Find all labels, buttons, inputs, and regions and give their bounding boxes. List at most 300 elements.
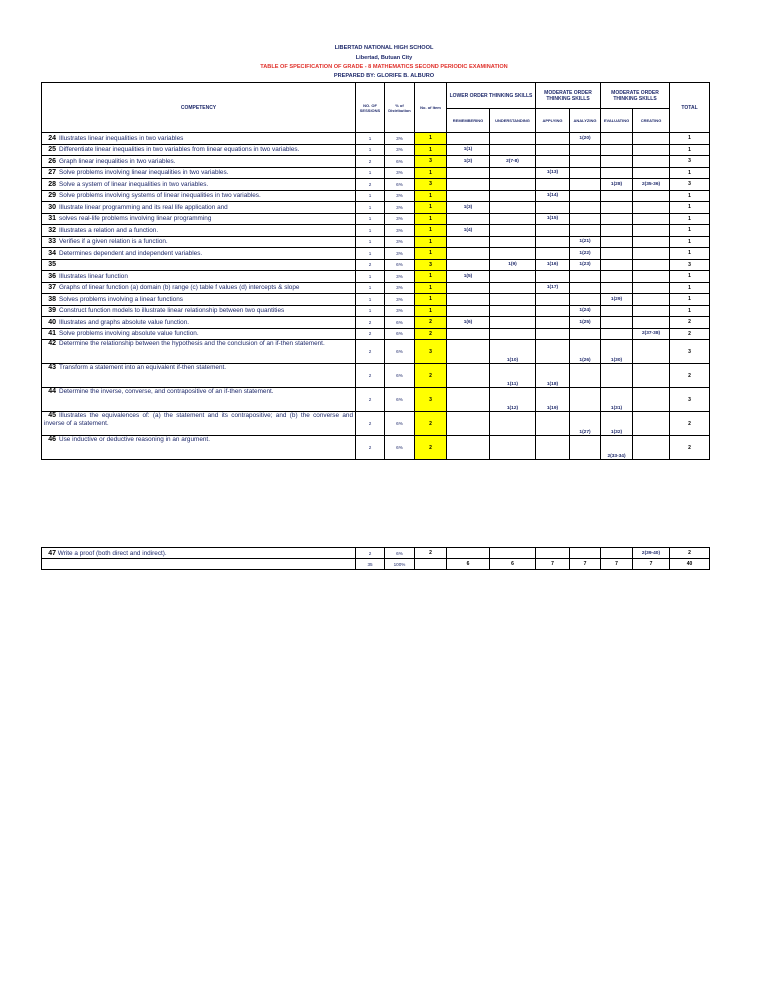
analyzing-cell: 1(26) <box>570 340 601 364</box>
competency-text: Use inductive or deductive reasoning in an argument. <box>59 436 210 443</box>
competency-header: COMPETENCY <box>42 83 356 133</box>
understanding-cell: 2(7-8) <box>490 156 536 168</box>
creating-cell <box>633 236 670 248</box>
understanding-cell <box>490 317 536 329</box>
competency-text: Graph linear inequalities in two variables. <box>59 157 176 165</box>
remembering-cell <box>447 248 490 260</box>
competency-number: 32 <box>48 226 56 234</box>
analyzing-cell: 1(21) <box>570 236 601 248</box>
items-cell: 3 <box>415 156 447 168</box>
applying-cell <box>536 340 570 364</box>
total-cell: 1 <box>670 213 710 225</box>
understanding-cell <box>490 190 536 202</box>
school-name: LIBERTAD NATIONAL HIGH SCHOOL <box>334 45 434 51</box>
competency-number: 35 <box>48 261 56 269</box>
items-cell: 1 <box>415 282 447 294</box>
items-cell: 2 <box>415 436 447 460</box>
applying-cell <box>536 248 570 260</box>
analyzing-cell <box>570 202 601 214</box>
competency-number: 30 <box>48 203 56 211</box>
remembering-cell <box>447 190 490 202</box>
sessions-cell: 2 <box>356 179 385 191</box>
applying-cell: 1(13) <box>536 167 570 179</box>
table-row <box>42 548 710 559</box>
evaluating-cell: 1(32) <box>601 412 633 436</box>
items-cell: 3 <box>415 388 447 412</box>
applying-cell <box>536 156 570 168</box>
evaluating-cell: 1(31) <box>601 388 633 412</box>
evaluating-cell <box>601 305 633 317</box>
competency-cell <box>42 259 356 271</box>
total-cell: 1 <box>670 225 710 237</box>
competency-cell <box>42 133 356 145</box>
creating-cell <box>633 167 670 179</box>
total-cell: 2 <box>670 436 710 460</box>
items-cell: 1 <box>415 271 447 283</box>
distribution-cell: 3% <box>385 305 415 317</box>
total-cell: 2 <box>670 317 710 329</box>
analyzing-cell <box>570 225 601 237</box>
total-header: TOTAL <box>670 83 710 133</box>
understanding-cell: 1(10) <box>490 340 536 364</box>
total-cell: 1 <box>670 305 710 317</box>
creating-cell <box>633 412 670 436</box>
competency-number: 40 <box>48 318 56 326</box>
items-cell: 3 <box>415 259 447 271</box>
total-cell: 1 <box>670 133 710 145</box>
competency-cell <box>42 167 356 179</box>
analyzing-cell <box>570 190 601 202</box>
competency-number: 33 <box>48 238 56 246</box>
evaluating-cell: 1(29) <box>601 294 633 306</box>
evaluating-cell <box>601 328 633 340</box>
competency-number: 37 <box>48 284 56 292</box>
creating-cell <box>633 364 670 388</box>
distribution-cell: 6% <box>385 179 415 191</box>
distribution-cell: 6% <box>385 388 415 412</box>
competency-text: Verifies if a given relation is a function. <box>59 238 168 246</box>
remembering-cell <box>447 328 490 340</box>
items-cell: 1 <box>415 202 447 214</box>
document-title: TABLE OF SPECIFICATION OF GRADE - 8 MATHEMATICS SECOND PERIODIC EXAMINATION <box>260 64 508 70</box>
items-cell: 3 <box>415 179 447 191</box>
remembering-cell <box>447 179 490 191</box>
total-cell: 2 <box>670 548 710 559</box>
sessions-cell: 1 <box>356 225 385 237</box>
sessions-cell: 1 <box>356 133 385 145</box>
competency-cell <box>42 156 356 168</box>
understanding-cell <box>490 225 536 237</box>
remembering-cell <box>447 213 490 225</box>
applying-cell <box>536 133 570 145</box>
understanding-cell <box>490 213 536 225</box>
sessions-cell: 2 <box>356 259 385 271</box>
analyzing-cell: 1(23) <box>570 259 601 271</box>
competency-text: Determines dependent and independent variables. <box>59 249 203 257</box>
moderate-order-header-2: MODERATE ORDER THINKING SKILLS <box>601 83 670 109</box>
understanding-cell <box>490 328 536 340</box>
distribution-cell: 6% <box>385 364 415 388</box>
items-cell: 2 <box>415 412 447 436</box>
analyzing-cell: 1(25) <box>570 317 601 329</box>
creating-cell <box>633 156 670 168</box>
competency-text: Graphs of linear function (a) domain (b) range (c) table f values (d) intercepts & slope <box>59 284 300 292</box>
proof-table <box>41 547 710 570</box>
sessions-cell: 2 <box>356 364 385 388</box>
distribution-cell: 3% <box>385 282 415 294</box>
specification-table <box>41 82 710 460</box>
sessions-cell: 2 <box>356 317 385 329</box>
sessions-cell: 2 <box>356 388 385 412</box>
understanding-cell <box>490 133 536 145</box>
distribution-cell: 3% <box>385 294 415 306</box>
competency-number: 34 <box>48 249 56 257</box>
sessions-cell: 2 <box>356 156 385 168</box>
understanding-cell: 1(9) <box>490 259 536 271</box>
remembering-cell <box>447 340 490 364</box>
grand-total: 40 <box>670 559 710 570</box>
competency-cell <box>42 412 356 436</box>
evaluating-cell <box>601 202 633 214</box>
competency-number: 27 <box>48 169 56 177</box>
creating-cell <box>633 144 670 156</box>
remembering-cell <box>447 236 490 248</box>
distribution-cell: 6% <box>385 412 415 436</box>
items-cell: 1 <box>415 190 447 202</box>
items-cell: 1 <box>415 167 447 179</box>
competency-cell <box>42 179 356 191</box>
items-cell: 2 <box>415 328 447 340</box>
remembering-cell: 1(1) <box>447 144 490 156</box>
total-cell: 1 <box>670 202 710 214</box>
remembering-cell <box>447 294 490 306</box>
understanding-cell <box>490 436 536 460</box>
creating-cell <box>633 388 670 412</box>
understanding-cell <box>490 294 536 306</box>
applying-cell: 1(18) <box>536 364 570 388</box>
competency-number: 41 <box>48 330 56 338</box>
table-row <box>42 156 710 168</box>
creating-cell: 2(35-36) <box>633 179 670 191</box>
competency-cell <box>42 225 356 237</box>
distribution-header: % of Distribution <box>385 83 415 133</box>
remembering-cell <box>447 305 490 317</box>
evaluating-cell: 1(30) <box>601 340 633 364</box>
competency-text: Solve problems involving systems of linear inequalities in two variables. <box>59 192 261 200</box>
creating-cell <box>633 225 670 237</box>
competency-number: 43 <box>48 364 56 371</box>
total-cell: 2 <box>670 412 710 436</box>
applying-cell <box>536 328 570 340</box>
competency-text: Solve problems involving absolute value function. <box>59 330 199 338</box>
analyzing-cell: 1(24) <box>570 305 601 317</box>
evaluating-header: EVALUATING <box>601 109 633 133</box>
table-row <box>42 259 710 271</box>
total-cell: 3 <box>670 156 710 168</box>
sessions-cell: 1 <box>356 294 385 306</box>
competency-text: Solve problems involving linear inequalities in two variables. <box>59 169 229 177</box>
competency-cell <box>42 340 356 364</box>
analyzing-cell <box>570 328 601 340</box>
competency-number: 46 <box>48 436 56 443</box>
table-row <box>42 340 710 364</box>
sessions-cell: 1 <box>356 271 385 283</box>
items-cell: 2 <box>415 548 447 559</box>
remembering-cell: 1(3) <box>447 202 490 214</box>
lower-order-header: LOWER ORDER THINKING SKILLS <box>447 83 536 109</box>
creating-cell <box>633 190 670 202</box>
total-evaluating: 7 <box>601 559 633 570</box>
competency-cell <box>42 436 356 460</box>
competency-text: Solve a system of linear inequalities in two variables. <box>59 180 209 188</box>
competency-number: 26 <box>48 157 56 165</box>
distribution-cell: 3% <box>385 271 415 283</box>
understanding-cell <box>490 271 536 283</box>
total-analyzing: 7 <box>570 559 601 570</box>
total-sessions: 35 <box>356 559 385 570</box>
distribution-cell: 6% <box>385 340 415 364</box>
distribution-cell: 3% <box>385 248 415 260</box>
total-cell: 3 <box>670 259 710 271</box>
applying-cell <box>536 202 570 214</box>
competency-text: Solves problems involving a linear functions <box>59 295 183 303</box>
understanding-header: UNDERSTANDING <box>490 109 536 133</box>
remembering-cell <box>447 282 490 294</box>
applying-header: APPLYING <box>536 109 570 133</box>
evaluating-cell <box>601 190 633 202</box>
remembering-cell <box>447 436 490 460</box>
evaluating-cell: 1(28) <box>601 179 633 191</box>
analyzing-cell <box>570 364 601 388</box>
distribution-cell: 6% <box>385 259 415 271</box>
distribution-cell: 6% <box>385 156 415 168</box>
distribution-cell: 3% <box>385 236 415 248</box>
remembering-cell: 1(5) <box>447 271 490 283</box>
evaluating-cell <box>601 317 633 329</box>
analyzing-cell <box>570 213 601 225</box>
analyzing-cell: 1(22) <box>570 248 601 260</box>
creating-cell: 2(37-38) <box>633 328 670 340</box>
competency-cell <box>42 364 356 388</box>
creating-cell <box>633 271 670 283</box>
distribution-cell: 3% <box>385 202 415 214</box>
sessions-cell: 1 <box>356 282 385 294</box>
remembering-cell <box>447 133 490 145</box>
total-cell: 1 <box>670 144 710 156</box>
items-cell: 1 <box>415 294 447 306</box>
table-row <box>42 364 710 388</box>
competency-cell <box>42 317 356 329</box>
competency-text: Illustrates linear function <box>59 272 128 280</box>
applying-cell <box>536 436 570 460</box>
analyzing-cell <box>570 156 601 168</box>
distribution-cell: 3% <box>385 167 415 179</box>
competency-cell <box>42 190 356 202</box>
competency-cell <box>42 248 356 260</box>
creating-cell <box>633 213 670 225</box>
table-row <box>42 305 710 317</box>
competency-number: 36 <box>48 272 56 280</box>
competency-cell <box>42 271 356 283</box>
total-cell: 1 <box>670 271 710 283</box>
total-cell: 1 <box>670 236 710 248</box>
school-address: Libertad, Butuan City <box>355 55 413 61</box>
table-row <box>42 317 710 329</box>
remembering-cell <box>447 412 490 436</box>
creating-cell: 2(39-40) <box>633 548 670 559</box>
table-row <box>42 236 710 248</box>
items-header: No. of Item <box>415 83 447 133</box>
creating-cell <box>633 317 670 329</box>
table-row <box>42 202 710 214</box>
items-cell: 1 <box>415 144 447 156</box>
total-creating: 7 <box>633 559 670 570</box>
distribution-cell: 6% <box>385 436 415 460</box>
competency-cell <box>42 328 356 340</box>
competency-cell <box>42 388 356 412</box>
understanding-cell: 1(12) <box>490 388 536 412</box>
competency-cell <box>42 294 356 306</box>
competency-cell: 47 Write a proof (both direct and indirect). <box>42 548 356 559</box>
competency-cell <box>42 213 356 225</box>
understanding-cell <box>490 412 536 436</box>
analyzing-cell <box>570 294 601 306</box>
remembering-header: REMEMBERING <box>447 109 490 133</box>
applying-cell: 1(14) <box>536 190 570 202</box>
table-row <box>42 294 710 306</box>
items-cell: 1 <box>415 305 447 317</box>
analyzing-cell <box>570 179 601 191</box>
analyzing-cell: 1(27) <box>570 412 601 436</box>
total-cell: 1 <box>670 167 710 179</box>
items-cell: 1 <box>415 213 447 225</box>
total-cell: 3 <box>670 388 710 412</box>
understanding-cell <box>490 202 536 214</box>
analyzing-cell <box>570 436 601 460</box>
analyzing-cell: 1(20) <box>570 133 601 145</box>
table-row <box>42 388 710 412</box>
competency-text: solves real-life problems involving linear programming <box>59 215 212 223</box>
evaluating-cell <box>601 133 633 145</box>
total-cell: 1 <box>670 282 710 294</box>
total-cell: 3 <box>670 340 710 364</box>
remembering-cell: 1(6) <box>447 317 490 329</box>
analyzing-cell <box>570 167 601 179</box>
table-row <box>42 133 710 145</box>
sessions-cell: 2 <box>356 328 385 340</box>
competency-text: Illustrate linear programming and its real life application and <box>59 203 228 211</box>
evaluating-cell <box>601 364 633 388</box>
competency-number: 24 <box>48 134 56 142</box>
competency-text: Illustrates the equivalences of: (a) the statement and its contrapositive; and (b) the converse and inverse of a statement. <box>44 412 353 427</box>
competency-number: 39 <box>48 307 56 315</box>
remembering-cell <box>447 259 490 271</box>
evaluating-cell <box>601 248 633 260</box>
competency-cell <box>42 236 356 248</box>
remembering-cell: 1(2) <box>447 156 490 168</box>
sessions-cell: 2 <box>356 412 385 436</box>
applying-cell <box>536 317 570 329</box>
table-row <box>42 328 710 340</box>
sessions-cell: 1 <box>356 248 385 260</box>
evaluating-cell <box>601 144 633 156</box>
understanding-cell <box>490 167 536 179</box>
table-row <box>42 167 710 179</box>
analyzing-header: ANALYZING <box>570 109 601 133</box>
table-row <box>42 225 710 237</box>
competency-text: Differentiate linear inequalities in two variables from linear equations in two variables. <box>59 146 300 154</box>
table-row <box>42 179 710 191</box>
analyzing-cell <box>570 144 601 156</box>
total-applying: 7 <box>536 559 570 570</box>
items-cell: 3 <box>415 340 447 364</box>
distribution-cell: 3% <box>385 144 415 156</box>
sessions-header: NO. OF SESSIONS <box>356 83 385 133</box>
understanding-cell <box>490 179 536 191</box>
applying-cell: 1(16) <box>536 259 570 271</box>
competency-cell <box>42 305 356 317</box>
understanding-cell <box>490 282 536 294</box>
distribution-cell: 3% <box>385 190 415 202</box>
sessions-cell: 2 <box>356 436 385 460</box>
creating-cell <box>633 259 670 271</box>
analyzing-cell <box>570 282 601 294</box>
competency-text: Determine the relationship between the hypothesis and the conclusion of an if-then statement. <box>59 340 325 347</box>
sessions-cell: 1 <box>356 167 385 179</box>
creating-header: CREATING <box>633 109 670 133</box>
competency-text: Illustrates linear inequalities in two variables <box>59 134 184 142</box>
creating-cell <box>633 340 670 364</box>
creating-cell <box>633 294 670 306</box>
distribution-cell: 6% <box>385 317 415 329</box>
distribution-cell: 3% <box>385 133 415 145</box>
total-cell: 1 <box>670 294 710 306</box>
competency-text: Determine the inverse, converse, and contrapositive of an if-then statement. <box>59 388 274 395</box>
distribution-cell: 6% <box>385 548 415 559</box>
total-cell: 3 <box>670 179 710 191</box>
applying-cell: 1(19) <box>536 388 570 412</box>
evaluating-cell <box>601 282 633 294</box>
applying-cell <box>536 144 570 156</box>
competency-cell <box>42 144 356 156</box>
applying-cell <box>536 271 570 283</box>
table-row <box>42 144 710 156</box>
analyzing-cell <box>570 388 601 412</box>
creating-cell <box>633 305 670 317</box>
items-cell: 1 <box>415 133 447 145</box>
competency-text: Construct function models to illustrate linear relationship between two quantities <box>59 307 285 315</box>
applying-cell <box>536 412 570 436</box>
sessions-cell: 1 <box>356 213 385 225</box>
analyzing-cell <box>570 271 601 283</box>
total-understanding: 6 <box>490 559 536 570</box>
distribution-cell: 3% <box>385 213 415 225</box>
table-row <box>42 436 710 460</box>
total-cell: 2 <box>670 364 710 388</box>
evaluating-cell: 2(33-34) <box>601 436 633 460</box>
remembering-cell: 1(4) <box>447 225 490 237</box>
understanding-cell <box>490 144 536 156</box>
creating-cell <box>633 282 670 294</box>
competency-text: Transform a statement into an equivalent if-then statement. <box>59 364 227 371</box>
competency-number: 25 <box>48 146 56 154</box>
sessions-cell: 2 <box>356 548 385 559</box>
applying-cell: 1(17) <box>536 282 570 294</box>
creating-cell <box>633 202 670 214</box>
items-cell: 2 <box>415 364 447 388</box>
competency-number: 28 <box>48 180 56 188</box>
sessions-cell: 1 <box>356 144 385 156</box>
